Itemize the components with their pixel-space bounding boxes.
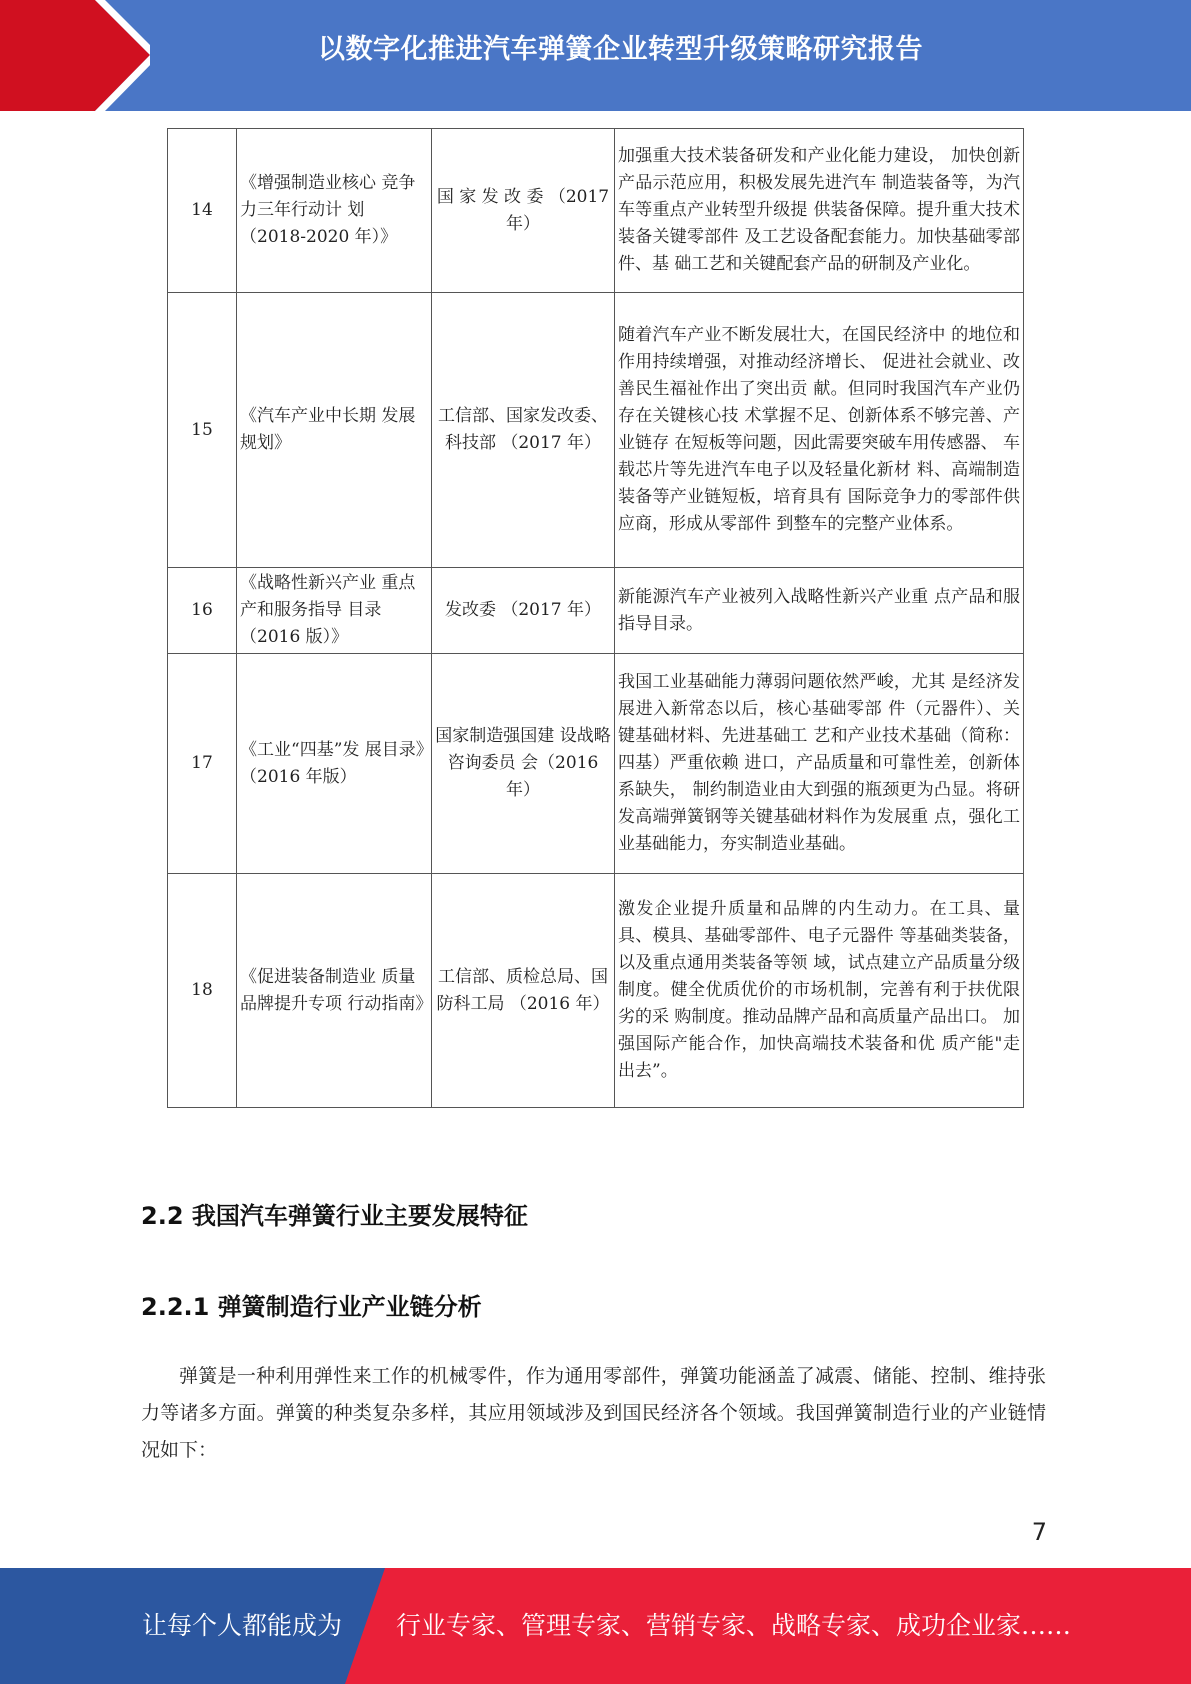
row-number: 14 bbox=[168, 129, 237, 293]
table-row bbox=[168, 293, 1024, 568]
section-heading: 2.2 我国汽车弹簧行业主要发展特征 bbox=[141, 1202, 528, 1230]
issuing-department: 国 家 发 改 委 （2017 年） bbox=[432, 129, 615, 293]
issuing-department: 工信部、国家发改委、科技部 （2017 年） bbox=[432, 293, 615, 568]
policy-name: 《汽车产业中长期 发展规划》 bbox=[237, 293, 432, 568]
policy-description: 激发企业提升质量和品牌的内生动力。在工具、量具、模具、基础零部件、电子元器件 等基础类装备，以及重点通用类装备等领 域，试点建立产品质量分级制度。健全优质优价的市场机制，完善有利于扶优限劣的采 购制度。推动品牌产品和高质量产品出口。 加强国际产能合作，加快高端技术装备和优 质产能"走出去”。 bbox=[615, 874, 1024, 1108]
row-number: 18 bbox=[168, 874, 237, 1108]
issuing-department: 工信部、质检总局、国防科工局 （2016 年） bbox=[432, 874, 615, 1108]
body-paragraph: 弹簧是一种利用弹性来工作的机械零件，作为通用零部件，弹簧功能涵盖了减震、储能、控制、维持张力等诸多方面。弹簧的种类复杂多样，其应用领域涉及到国民经济各个领域。我国弹簧制造行业的产业链情况如下： bbox=[141, 1365, 1046, 1461]
footer-slogan-left: 让每个人都能成为 bbox=[142, 1611, 343, 1640]
policy-table bbox=[167, 128, 1024, 1108]
table-row bbox=[168, 129, 1024, 293]
row-number: 16 bbox=[168, 568, 237, 654]
policy-name: 《战略性新兴产业 重点产和服务指导 目录（2016 版）》 bbox=[237, 568, 432, 654]
issuing-department: 发改委 （2017 年） bbox=[432, 568, 615, 654]
policy-name: 《增强制造业核心 竞争力三年行动计 划（2018-2020 年）》 bbox=[237, 129, 432, 293]
page-header bbox=[0, 0, 1191, 111]
report-title: 以数字化推进汽车弹簧企业转型升级策略研究报告 bbox=[318, 34, 923, 65]
row-number: 17 bbox=[168, 654, 237, 874]
table-row bbox=[168, 568, 1024, 654]
policy-name: 《工业“四基”发 展目录》（2016 年版） bbox=[237, 654, 432, 874]
policy-description: 加强重大技术装备研发和产业化能力建设， 加快创新产品示范应用，积极发展先进汽车 制造装备等，为汽车等重点产业转型升级提 供装备保障。提升重大技术装备关键零部件 及工艺设备配套能力。加快基础零部件、基 础工艺和关键配套产品的研制及产业化。 bbox=[615, 129, 1024, 293]
footer-slogan-right: 行业专家、管理专家、营销专家、战略专家、成功企业家…… bbox=[396, 1611, 1072, 1640]
table-row bbox=[168, 874, 1024, 1108]
table-row bbox=[168, 654, 1024, 874]
policy-description: 随着汽车产业不断发展壮大，在国民经济中 的地位和作用持续增强，对推动经济增长、 促进社会就业、改善民生福祉作出了突出贡 献。但同时我国汽车产业仍存在关键核心技 术掌握不足、创新体系不够完善、产业链存 在短板等问题，因此需要突破车用传感器、 车载芯片等先进汽车电子以及轻量化新材 料、高端制造装备等产业链短板，培育具有 国际竞争力的零部件供应商，形成从零部件 到整车的完整产业体系。 bbox=[615, 293, 1024, 568]
page-footer bbox=[0, 1568, 1191, 1684]
issuing-department: 国家制造强国建 设战略咨询委员 会（2016 年） bbox=[432, 654, 615, 874]
page-number: 7 bbox=[1031, 1518, 1047, 1546]
policy-description: 新能源汽车产业被列入战略性新兴产业重 点产品和服指导目录。 bbox=[615, 568, 1024, 654]
row-number: 15 bbox=[168, 293, 237, 568]
policy-description: 我国工业基础能力薄弱问题依然严峻，尤其 是经济发展进入新常态以后，核心基础零部 件（元器件）、关键基础材料、先进基础工 艺和产业技术基础（简称：四基）严重依赖 进口，产品质量和可靠性差，创新体系缺失， 制约制造业由大到强的瓶颈更为凸显。将研 发高端弹簧钢等关键基础材料作为发展重 点，强化工业基础能力，夯实制造业基础。 bbox=[615, 654, 1024, 874]
subsection-heading: 2.2.1 弹簧制造行业产业链分析 bbox=[141, 1293, 482, 1321]
policy-name: 《促进装备制造业 质量品牌提升专项 行动指南》 bbox=[237, 874, 432, 1108]
